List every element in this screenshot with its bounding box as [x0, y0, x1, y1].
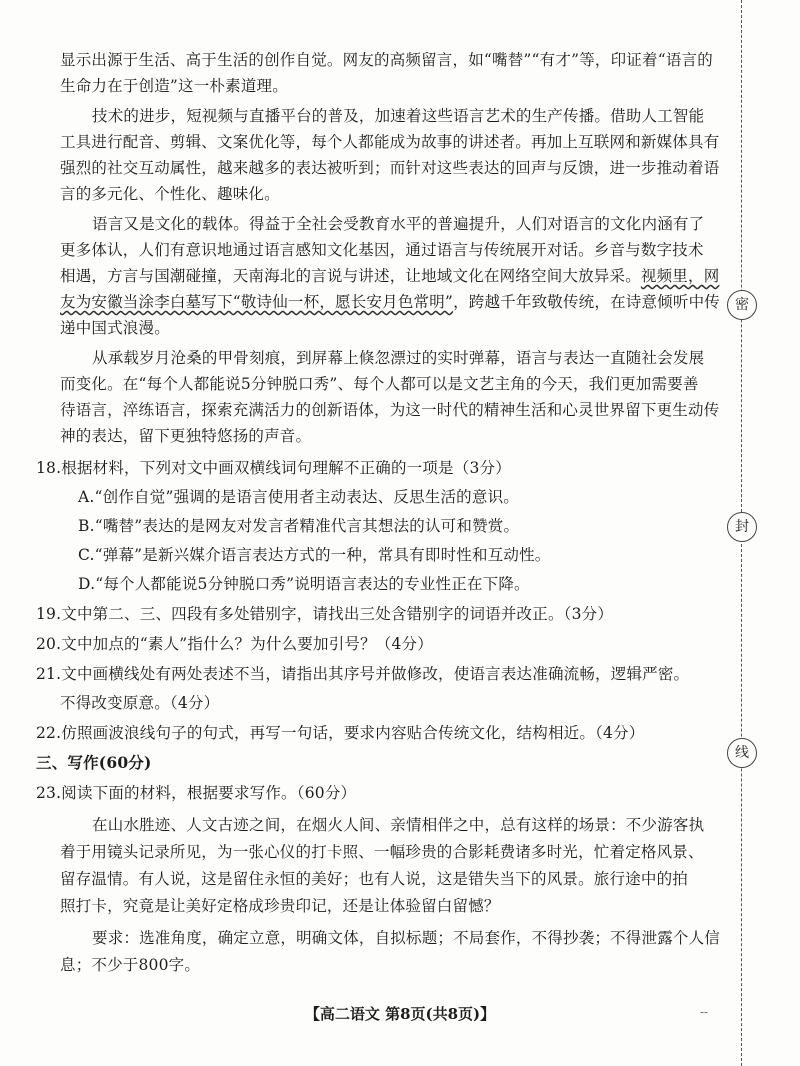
question-21-cont: 不得改变原意。（4分） [60, 694, 220, 712]
question-22: 22.仿照画波浪线句子的句式，再写一句话，要求内容贴合传统文化，结构相近。（4分） [36, 724, 645, 742]
passage-text: ，跨越千年致敬传统，在诗意倾听中传 [453, 293, 720, 311]
page-footer: 【高二语文 第8页(共8页)】 [304, 1005, 496, 1023]
passage-line: 显示出源于生活、高于生活的创作自觉。网友的高频留言，如“嘴替”“有才”等，印证着“语言的 [60, 51, 713, 69]
q18-option-d: D.“每个人都能说5分钟脱口秀”说明语言表达的专业性正在下降。 [78, 575, 530, 593]
passage-line: 技术的进步，短视频与直播平台的普及，加速着这些语言艺术的生产传播。借助人工智能 [92, 107, 705, 125]
passage-line: 神的表达，留下更独特悠扬的声音。 [60, 427, 312, 445]
q18-option-b: B.“嘴替”表达的是网友对发言者精准代言其想法的认可和赞赏。 [78, 517, 520, 535]
material-line: 留存温情。有人说，这是留住永恒的美好；也有人说，这是错失当下的风景。旅行途中的拍 [60, 870, 689, 888]
material-line: 着于用镜头记录所见，为一张心仪的打卡照、一幅珍贵的合影耗费诸多时光，忙着定格风景、 [60, 843, 704, 861]
footer-dots: -- [700, 1005, 709, 1019]
q18-option-a: A.“创作自觉”强调的是语言使用者主动表达、反思生活的意识。 [78, 488, 519, 506]
requirement-line: 要求：选准角度，确定立意，明确文体，自拟标题；不局套作，不得抄袭；不得泄露个人信 [92, 929, 721, 947]
question-23-stem: 23.阅读下面的材料，根据要求写作。（60分） [36, 784, 357, 802]
question-20: 20.文中加点的“素人”指什么？为什么要加引号？（4分） [36, 635, 433, 653]
question-21: 21.文中画横线处有两处表述不当，请指出其序号并做修改，使语言表达准确流畅，逻辑严密。 [36, 665, 690, 683]
seal-mark-mi: 密 [727, 290, 757, 320]
passage-line: 语言又是文化的载体。得益于全社会受教育水平的普遍提升，人们对语言的文化内涵有了 [92, 215, 705, 233]
material-line: 照打卡，究竟是让美好定格成珍贵印记，还是让体验留白留憾？ [60, 897, 500, 915]
passage-line: 强烈的社交互动属性，越来越多的表达被听到；而针对这些表达的回声与反馈，进一步推动着语 [60, 159, 720, 177]
passage-line: 工具进行配音、剪辑、文案优化等，每个人都能成为故事的讲述者。再加上互联网和新媒体具有 [60, 133, 720, 151]
passage-line [60, 289, 720, 315]
passage-line: 递中国式浪漫。 [60, 319, 170, 337]
passage-text: 相遇，方言与国潮碰撞，天南海北的言说与讲述，让地域文化在网络空间大放异采。 [60, 267, 641, 285]
passage-line: 生命力在于创造”这一朴素道理。 [60, 77, 288, 95]
passage-line: 待语言，淬练语言，探索充满活力的创新语体，为这一时代的精神生活和心灵世界留下更生动传 [60, 401, 720, 419]
passage-line: 而变化。在“每个人都能说5分钟脱口秀”、每个人都可以是文艺主角的今天，我们更加需要善 [60, 375, 699, 393]
seal-mark-xian: 线 [727, 738, 757, 768]
requirement-line: 息；不少于800字。 [60, 956, 201, 974]
passage-line [60, 263, 720, 289]
wavy-underlined-text: 友为安徽当涂李白墓写下“敬诗仙一杯，愿长安月色常明” [60, 293, 454, 311]
seal-mark-feng: 封 [727, 512, 757, 542]
section-heading: 三、写作(60分) [36, 753, 152, 772]
passage-line: 言的多元化、个性化、趣味化。 [60, 185, 280, 203]
question-19: 19.文中第二、三、四段有多处错别字，请找出三处含错别字的词语并改正。（3分） [36, 605, 614, 623]
passage-line: 更多体认，人们有意识地通过语言感知文化基因，通过语言与传统展开对话。乡音与数字技术 [60, 241, 704, 259]
q18-option-c: C.“弹幕”是新兴媒介语言表达方式的一种，常具有即时性和互动性。 [78, 546, 551, 564]
wavy-underlined-text: 视频里，网 [640, 267, 720, 285]
passage-line: 从承载岁月沧桑的甲骨刻痕，到屏幕上倏忽漂过的实时弹幕，语言与表达一直随社会发展 [92, 349, 705, 367]
question-18-stem: 18.根据材料，下列对文中画双横线词句理解不正确的一项是（3分） [36, 459, 511, 477]
material-line: 在山水胜迹、人文古迹之间，在烟火人间、亲情相伴之中，总有这样的场景：不少游客执 [92, 816, 705, 834]
